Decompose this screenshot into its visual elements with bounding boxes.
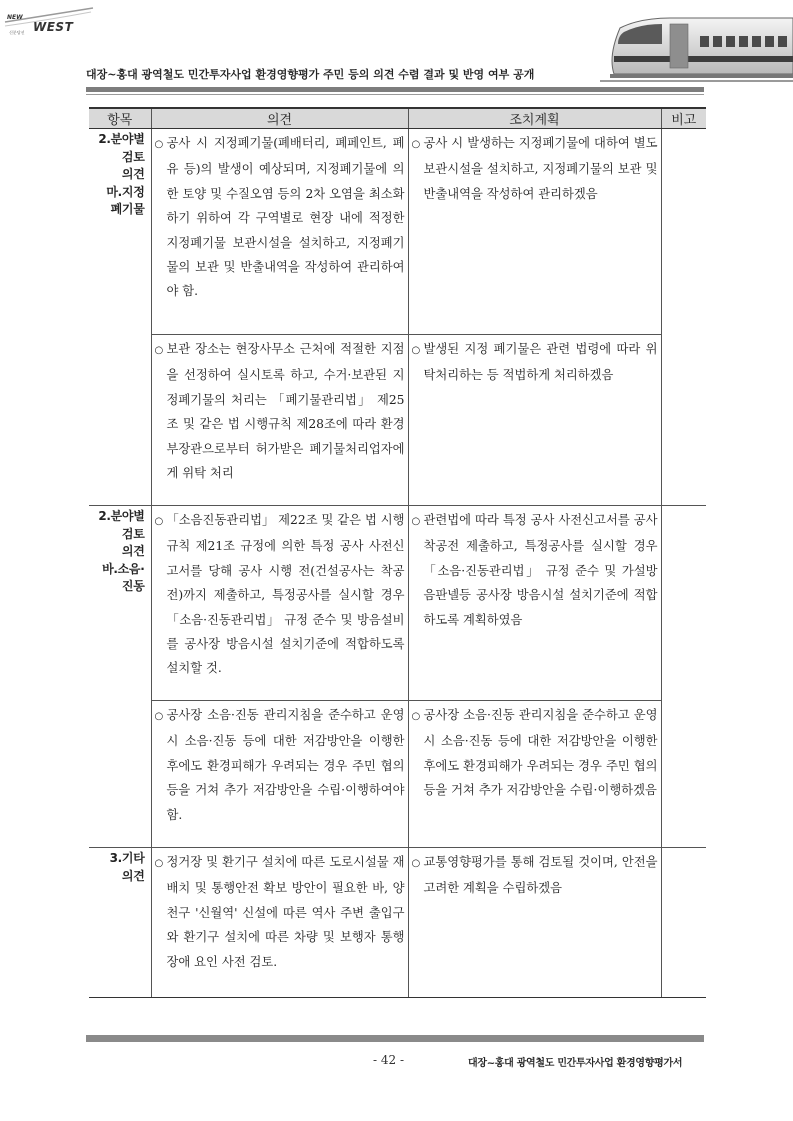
header-rule-thin (86, 94, 704, 95)
circle-bullet-icon: ○ (411, 345, 421, 356)
category-line: 검토 (121, 149, 145, 164)
opinion-text: 보관 장소는 현장사무소 근처에 적절한 지점을 선정하여 실시토록 하고, 수거·보관된 지정폐기물의 처리는 「폐기물관리법」 제25조 및 같은 법 시행규칙 제28조에 따라 환경부장관으로부터 허가받은 폐기물처리업자에게 위탁 처리 (166, 342, 405, 481)
opinion-table (89, 107, 706, 998)
opinion-text: 「소음진동관리법」 제22조 및 같은 법 시행규칙 제21조 규정에 의한 특정 공사 사전신고서를 당해 공사 시행 전(건설공사는 착공 전)까지 제출하고, 특정공사를 실시할 경우 「소음·진동관리법」 규정 준수 및 방음설비를 공사장 방음시설 설치기준에 적합하도록 설치할 것. (166, 513, 405, 676)
action-text: 공사 시 발생하는 지정폐기물에 대하여 별도 보관시설을 설치하고, 지정폐기물의 보관 및 반출내역을 작성하여 관리하겠음 (423, 136, 658, 201)
category-line: 의견 (121, 167, 145, 181)
category-cell (89, 848, 151, 998)
category-line: 의견 (121, 868, 145, 883)
category-line: 3.기타 (109, 851, 145, 865)
category-line: 마.지정 (106, 184, 145, 199)
circle-bullet-icon: ○ (154, 345, 164, 356)
category-line: 폐기물 (110, 202, 145, 216)
opinion-text: 공사 시 지정폐기물(폐배터리, 폐페인트, 폐유 등)의 발생이 예상되며, 지정폐기물에 의한 토양 및 수질오염 등의 2차 오염을 최소화하기 위하여 각 구역별로 현장 내에 적정한 지정폐기물 보관시설을 설치하고, 지정폐기물의 보관 및 반출내역을 작성하여 관리하여야 함. (166, 136, 405, 299)
action-text: 교통영향평가를 통해 검토될 것이며, 안전을 고려한 계획을 수립하겠음 (423, 855, 658, 896)
logo-west-text: WEST (33, 20, 74, 34)
table-row (89, 506, 706, 701)
opinion-text: 정거장 및 환기구 설치에 따른 도로시설물 재배치 및 통행안전 확보 방안이 필요한 바, 양천구 '신월역' 신설에 따른 역사 주변 출입구와 환기구 설치에 따른 차량 및 보행자 통행 장애 요인 사전 검토. (166, 855, 405, 969)
category-line: 2.분야별 (98, 132, 145, 146)
remark-cell (661, 506, 706, 848)
category-line: 바.소음· (102, 561, 145, 576)
circle-bullet-icon: ○ (411, 858, 421, 869)
circle-bullet-icon: ○ (411, 516, 421, 527)
opinion-cell (151, 335, 408, 506)
action-cell (408, 701, 661, 848)
category-cell (89, 129, 151, 506)
opinion-cell (151, 506, 408, 701)
logo (3, 6, 93, 36)
action-cell (408, 129, 661, 335)
table-row (89, 335, 706, 506)
action-text: 공사장 소음·진동 관리지침을 준수하고 운영 시 소음·진동 등에 대한 저감방안을 이행한 후에도 환경피해가 우려되는 경우 주민 협의 등을 거쳐 추가 저감방안을 수립·이행하겠음 (423, 708, 658, 798)
footer-title: 대장~홍대 광역철도 민간투자사업 환경영향평가서 (468, 1058, 683, 1069)
circle-bullet-icon: ○ (154, 711, 164, 722)
header-opinion: 의견 (151, 108, 408, 129)
opinion-cell (151, 701, 408, 848)
opinion-cell (151, 848, 408, 998)
header-remark: 비고 (661, 108, 706, 129)
circle-bullet-icon: ○ (154, 858, 164, 869)
category-line: 진동 (121, 579, 145, 593)
header-rule (86, 87, 704, 92)
table-row (89, 129, 706, 335)
category-line: 검토 (121, 526, 145, 541)
table-header-row (89, 108, 706, 129)
opinion-cell (151, 129, 408, 335)
remark-cell (661, 129, 706, 506)
action-cell (408, 848, 661, 998)
circle-bullet-icon: ○ (411, 139, 421, 150)
logo-new-text: NEW (7, 14, 23, 21)
train-illustration (600, 6, 793, 88)
header-action: 조치계획 (408, 108, 661, 129)
category-line: 의견 (121, 544, 145, 558)
opinion-text: 공사장 소음·진동 관리지침을 준수하고 운영 시 소음·진동 등에 대한 저감방안을 이행한 후에도 환경피해가 우려되는 경우 주민 협의 등을 거쳐 추가 저감방안을 수립·이행하여야 함. (166, 708, 405, 822)
category-line: 2.분야별 (98, 509, 145, 523)
footer-rule (86, 1035, 704, 1042)
action-cell (408, 506, 661, 701)
remark-cell (661, 848, 706, 998)
action-cell (408, 335, 661, 506)
header-title: 대장~홍대 광역철도 민간투자사업 환경영향평가 주민 등의 의견 수렴 결과 및 반영 여부 공개 (86, 68, 535, 81)
category-cell (89, 506, 151, 848)
circle-bullet-icon: ○ (154, 516, 164, 527)
page-number: - 42 - (373, 1053, 405, 1067)
logo-sub-text: 신분당선 (9, 30, 25, 35)
circle-bullet-icon: ○ (411, 711, 421, 722)
action-text: 발생된 지정 폐기물은 관련 법령에 따라 위탁처리하는 등 적법하게 처리하겠음 (423, 342, 658, 383)
circle-bullet-icon: ○ (154, 139, 164, 150)
table-row (89, 848, 706, 998)
header-item: 항목 (89, 108, 151, 129)
table-row (89, 701, 706, 848)
action-text: 관련법에 따라 특정 공사 사전신고서를 공사 착공전 제출하고, 특정공사를 실시할 경우 「소음·진동관리법」 규정 준수 및 가설방음판넬등 공사장 방음시설 설치기준에 적합하도록 계획하였음 (423, 513, 658, 627)
